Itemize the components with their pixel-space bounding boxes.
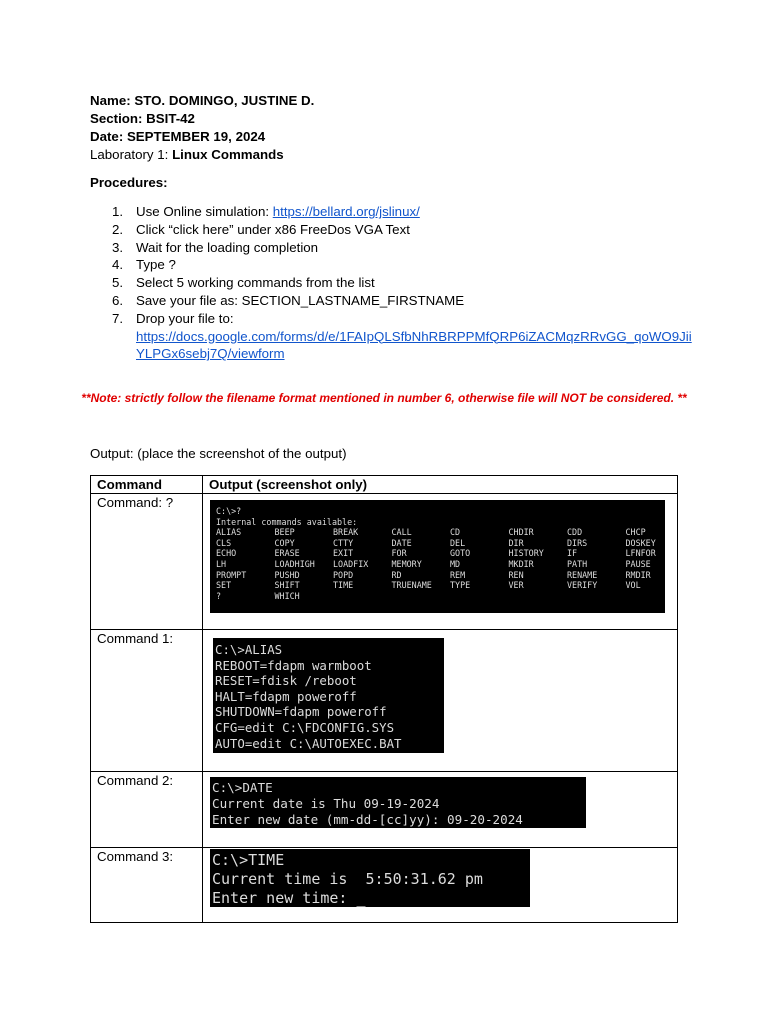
command-grid-item bbox=[567, 591, 626, 602]
step-text: Save your file as: SECTION_LASTNAME_FIRSTNAME bbox=[136, 292, 465, 308]
command-grid-item: TIME bbox=[333, 580, 354, 591]
command-grid-item: TYPE bbox=[450, 580, 471, 591]
command-grid-item: LFNFOR bbox=[625, 548, 656, 559]
command-grid-item: COPY bbox=[274, 537, 295, 548]
terminal-line: CFG=edit C:\FDCONFIG.SYS bbox=[215, 719, 395, 735]
output-cell bbox=[203, 630, 678, 772]
terminal-line: C:\>ALIAS bbox=[215, 642, 283, 657]
command-grid-item: BEEP bbox=[274, 527, 295, 538]
command-grid-item: EXIT bbox=[333, 548, 354, 559]
terminal-line: Enter new time: _ bbox=[212, 889, 366, 907]
terminal-line: Internal commands available: bbox=[216, 516, 358, 527]
command-grid-item bbox=[450, 591, 509, 602]
command-label: Command 3: bbox=[97, 849, 174, 864]
command-grid-item: PUSHD bbox=[274, 569, 300, 580]
table-row bbox=[91, 772, 678, 848]
list-item bbox=[112, 221, 692, 239]
command-grid-item: MD bbox=[450, 558, 461, 569]
table-row bbox=[91, 848, 678, 923]
command-grid-item: VER bbox=[508, 580, 524, 591]
step-number: 6. bbox=[112, 292, 124, 308]
terminal-line: C:\>? bbox=[216, 506, 242, 516]
command-grid-item: ALIAS bbox=[216, 527, 242, 538]
step-text: Click “click here” under x86 FreeDos VGA Text bbox=[136, 221, 410, 237]
command-grid-item: RENAME bbox=[567, 569, 598, 580]
column-header-command: Command bbox=[91, 476, 203, 494]
procedures-title: Procedures: bbox=[90, 175, 168, 190]
terminal-line: C:\>TIME bbox=[212, 851, 285, 869]
command-grid-item: ECHO bbox=[216, 548, 237, 559]
filename-note: **Note: strictly follow the filename format mentioned in number 6, otherwise file will NOT be considered. ** bbox=[81, 391, 687, 405]
command-grid-item bbox=[626, 591, 685, 602]
command-grid-item: DIRS bbox=[567, 537, 588, 548]
command-grid-item bbox=[333, 591, 392, 602]
command-grid-item: REN bbox=[508, 569, 524, 580]
table-header-row bbox=[91, 476, 678, 494]
command-grid-item: LH bbox=[216, 558, 227, 569]
command-grid-item: SET bbox=[216, 580, 232, 591]
step-text bbox=[136, 310, 692, 363]
list-item bbox=[112, 292, 692, 310]
list-item bbox=[112, 256, 692, 274]
command-grid-item: FOR bbox=[391, 548, 407, 559]
command-label-cell bbox=[91, 848, 203, 923]
command-grid-item: PAUSE bbox=[625, 558, 651, 569]
output-cell bbox=[203, 772, 678, 848]
step-label: Drop your file to: bbox=[136, 310, 234, 326]
command-grid-item: DIR bbox=[508, 537, 524, 548]
google-form-link[interactable]: https://docs.google.com/forms/d/e/1FAIpQLSfbNhRBRPPMfQRP6iZACMqzRRvGG_qoWO9JiiYLPGx6sebj7Q/viewform bbox=[136, 328, 692, 362]
command-grid-item: WHICH bbox=[274, 590, 300, 601]
command-label: Command: ? bbox=[97, 495, 174, 510]
command-grid-item: REM bbox=[450, 569, 466, 580]
list-item bbox=[112, 239, 692, 257]
terminal-line: Current date is Thu 09-19-2024 bbox=[212, 796, 440, 811]
command-grid-item: RD bbox=[391, 569, 402, 580]
terminal-line: SHUTDOWN=fdapm poweroff bbox=[215, 704, 387, 720]
terminal-screenshot bbox=[210, 500, 665, 613]
step-number: 4. bbox=[112, 257, 124, 273]
output-cell bbox=[203, 848, 678, 923]
command-grid-item: PATH bbox=[567, 558, 588, 569]
terminal-line: Current time is 5:50:31.62 pm bbox=[212, 870, 483, 888]
command-grid-item: ERASE bbox=[274, 548, 300, 559]
command-grid-item: GOTO bbox=[450, 548, 471, 559]
command-grid-item: CDD bbox=[567, 527, 583, 538]
command-grid-item: DATE bbox=[391, 537, 412, 548]
terminal-line: REBOOT=fdapm warmboot bbox=[215, 657, 372, 673]
command-grid-item: ? bbox=[216, 590, 222, 601]
command-grid-item: LOADFIX bbox=[333, 558, 369, 569]
command-grid-item bbox=[392, 591, 451, 602]
terminal-line: AUTO=edit C:\AUTOEXEC.BAT bbox=[215, 735, 402, 751]
lab-title: Linux Commands bbox=[172, 147, 284, 162]
terminal-line: HALT=fdapm poweroff bbox=[215, 688, 357, 704]
command-label-cell bbox=[91, 494, 203, 630]
step-number: 5. bbox=[112, 275, 124, 291]
command-grid-item: DOSKEY bbox=[625, 537, 656, 548]
command-label: Command 2: bbox=[97, 773, 174, 788]
lab-prefix: Laboratory 1: bbox=[90, 147, 173, 162]
command-grid-item: SHIFT bbox=[274, 580, 300, 591]
command-grid-item bbox=[509, 591, 568, 602]
table-row bbox=[91, 630, 678, 772]
command-grid-item: LOADHIGH bbox=[274, 558, 315, 569]
list-item bbox=[112, 203, 692, 221]
command-label-cell bbox=[91, 772, 203, 848]
terminal-line: C:\>DATE bbox=[212, 780, 273, 795]
command-grid-item: MEMORY bbox=[391, 558, 422, 569]
command-grid-item: CTTY bbox=[333, 537, 354, 548]
terminal-screenshot bbox=[210, 777, 586, 828]
terminal-screenshot bbox=[213, 638, 444, 753]
step-text: Type ? bbox=[136, 257, 176, 273]
command-grid bbox=[216, 527, 665, 601]
table-row bbox=[91, 494, 678, 630]
step-number: 3. bbox=[112, 239, 124, 255]
command-label: Command 1: bbox=[97, 631, 174, 646]
command-table bbox=[90, 475, 678, 923]
section-line: Section: BSIT-42 bbox=[90, 111, 195, 126]
step-text: Wait for the loading completion bbox=[136, 239, 319, 255]
column-header-output: Output (screenshot only) bbox=[203, 476, 678, 494]
lab-line bbox=[90, 146, 284, 164]
command-grid-item: DEL bbox=[450, 537, 466, 548]
procedures-list bbox=[112, 203, 692, 363]
command-grid-item: VOL bbox=[625, 580, 641, 591]
command-grid-item: PROMPT bbox=[216, 569, 247, 580]
command-grid-item: VERIFY bbox=[567, 580, 598, 591]
step-text bbox=[136, 203, 692, 221]
jslinux-link[interactable]: https://bellard.org/jslinux/ bbox=[272, 204, 420, 219]
name-line: Name: STO. DOMINGO, JUSTINE D. bbox=[90, 93, 315, 108]
command-label-cell bbox=[91, 630, 203, 772]
list-item bbox=[112, 310, 692, 363]
output-cell bbox=[203, 494, 678, 630]
command-grid-item: CALL bbox=[391, 527, 412, 538]
command-grid-item: BREAK bbox=[333, 527, 359, 538]
command-grid-item: RMDIR bbox=[625, 569, 651, 580]
command-grid-item: HISTORY bbox=[508, 548, 544, 559]
step-number: 2. bbox=[112, 221, 124, 237]
command-grid-item: CHCP bbox=[625, 527, 646, 538]
command-grid-item: CLS bbox=[216, 537, 232, 548]
list-item bbox=[112, 274, 692, 292]
terminal-screenshot bbox=[210, 849, 530, 907]
terminal-line: Enter new date (mm-dd-[cc]yy): 09-20-2024 bbox=[212, 812, 523, 827]
command-grid-item: TRUENAME bbox=[391, 580, 432, 591]
step-text: Select 5 working commands from the list bbox=[136, 275, 375, 291]
command-grid-item: IF bbox=[567, 548, 578, 559]
command-grid-item: CHDIR bbox=[508, 527, 534, 538]
step-label: Use Online simulation: bbox=[136, 204, 273, 219]
command-grid-item: MKDIR bbox=[508, 558, 534, 569]
output-label: Output: (place the screenshot of the output) bbox=[90, 446, 347, 461]
command-grid-item: POPD bbox=[333, 569, 354, 580]
date-line: Date: SEPTEMBER 19, 2024 bbox=[90, 129, 266, 144]
step-number: 1. bbox=[112, 204, 124, 219]
step-number: 7. bbox=[112, 310, 124, 326]
terminal-line: RESET=fdisk /reboot bbox=[215, 673, 357, 689]
command-grid-item: CD bbox=[450, 527, 461, 538]
